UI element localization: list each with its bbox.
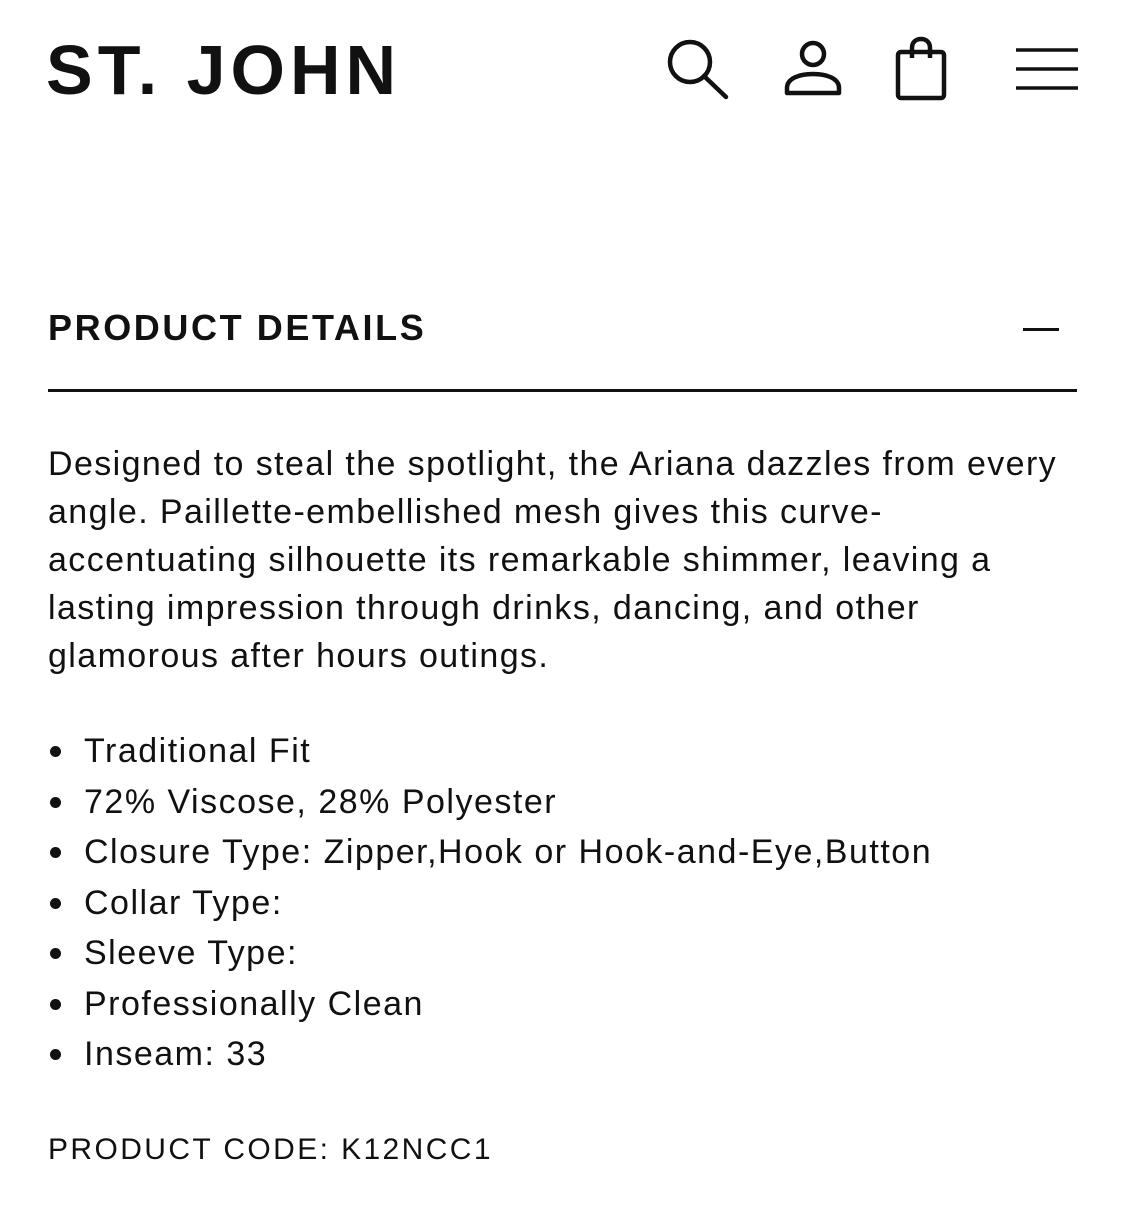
product-code: PRODUCT CODE: K12NCC1 xyxy=(48,1133,493,1166)
list-item: Professionally Clean xyxy=(48,979,1088,1030)
bullet-icon xyxy=(50,948,61,959)
product-description: Designed to steal the spotlight, the Ariana dazzles from every angle. Paillette-embellished mesh gives this curve-accentuating silhouette its remarkable shimmer, leaving a lasting impression through drinks, dancing, and other glamorous after hours outings. xyxy=(48,445,1058,675)
search-icon[interactable] xyxy=(664,36,732,102)
bullet-icon xyxy=(50,797,61,808)
list-item: 72% Viscose, 28% Polyester xyxy=(48,777,1088,828)
bullet-icon xyxy=(50,746,61,757)
section-title: PRODUCT DETAILS xyxy=(48,307,427,348)
list-item: Closure Type: Zipper,Hook or Hook-and-Eye,Button xyxy=(48,827,1088,878)
brand-logo[interactable]: ST. JOHN xyxy=(46,31,402,109)
bullet-icon xyxy=(50,898,61,909)
minus-icon[interactable] xyxy=(1023,328,1059,332)
list-item: Collar Type: xyxy=(48,878,1088,929)
menu-icon[interactable] xyxy=(1012,44,1080,94)
list-item: Sleeve Type: xyxy=(48,928,1088,979)
account-icon[interactable] xyxy=(782,38,844,100)
site-header xyxy=(0,0,1125,140)
bullet-icon xyxy=(50,1049,61,1060)
product-details-accordion-toggle[interactable] xyxy=(48,300,1077,392)
list-item: Traditional Fit xyxy=(48,726,1088,777)
bullet-icon xyxy=(50,847,61,858)
product-details-list xyxy=(48,726,1088,1080)
list-item: Inseam: 33 xyxy=(48,1029,1088,1080)
bullet-icon xyxy=(50,999,61,1010)
shopping-bag-icon[interactable] xyxy=(892,36,950,102)
